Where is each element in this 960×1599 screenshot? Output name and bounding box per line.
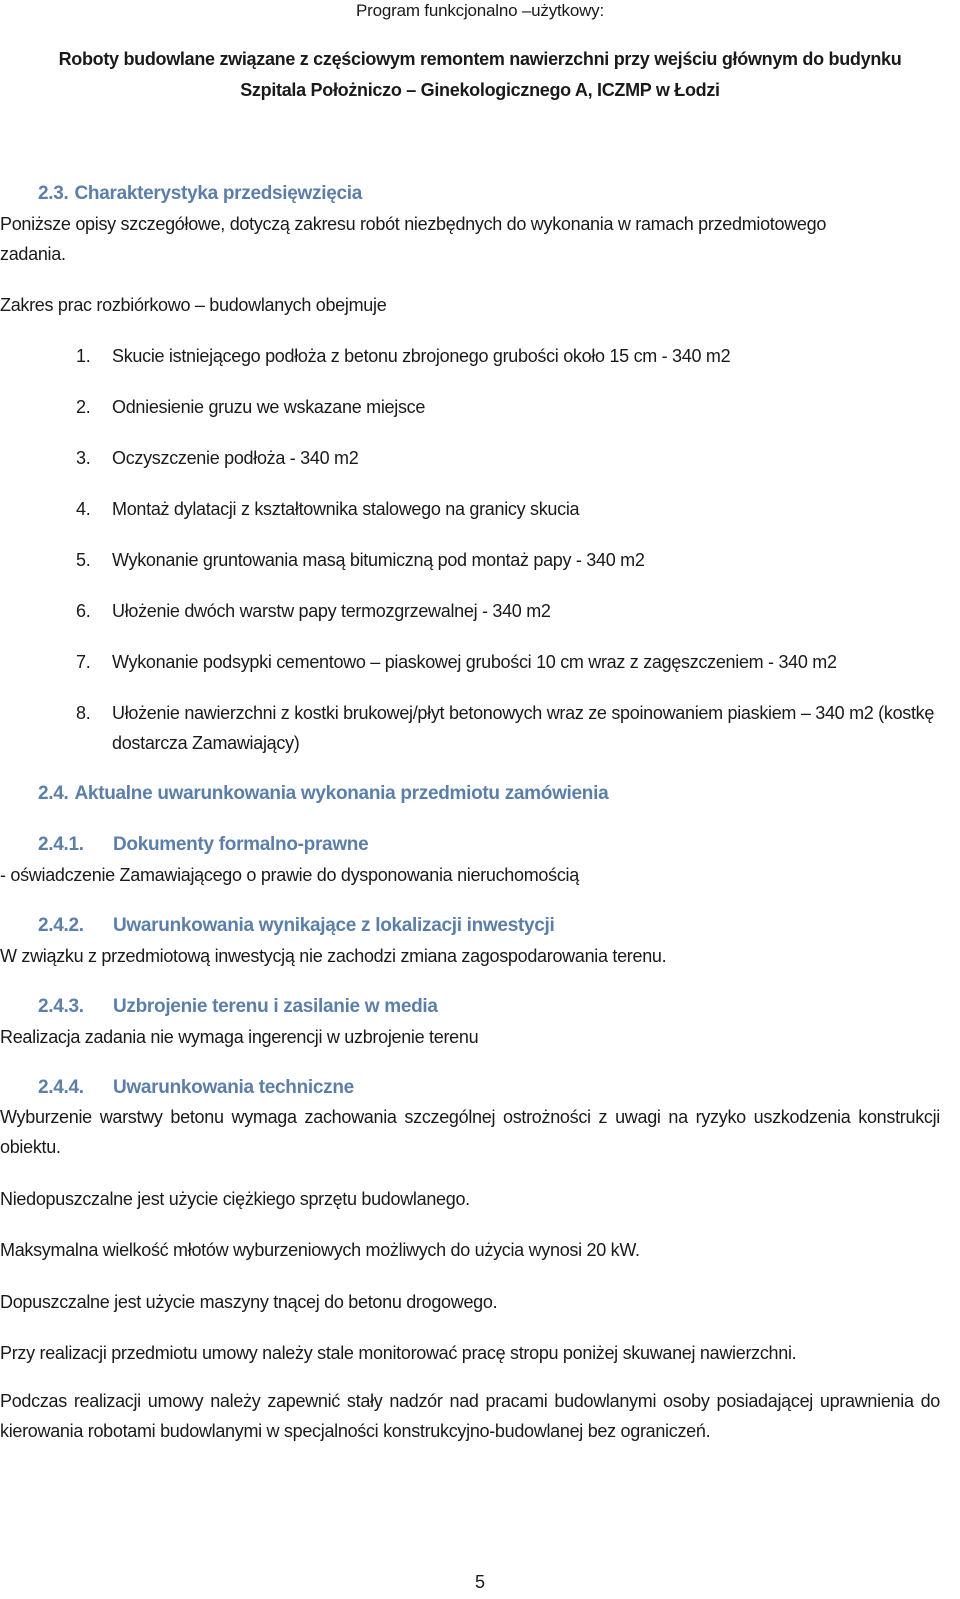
paragraph: Podczas realizacji umowy należy zapewnić stały nadzór nad pracami budowlanymi osoby posiadającej uprawnienia do kierowania robotami budowlanymi w specjalności konstrukcyjno-budowlanej bez ograniczeń.: [0, 1391, 940, 1441]
section-intro-line-2: zadania.: [0, 244, 66, 264]
subsection-2-4-2-heading: [38, 914, 555, 938]
subsection-number: 2.4.3.: [38, 996, 84, 1017]
list-item-text: Montaż dylatacji z kształtownika stalowego na granicy skucia: [112, 499, 580, 519]
section-number: 2.4.: [38, 783, 69, 804]
subsection-number: 2.4.1.: [38, 834, 84, 855]
list-item-number: 6.: [76, 601, 91, 621]
subsection-2-4-4-heading: [38, 1076, 354, 1100]
document-title-line-2: Szpitala Położniczo – Ginekologicznego A, ICZMP w Łodzi: [240, 80, 720, 100]
paragraph: Dopuszczalne jest użycie maszyny tnącej do betonu drogowego.: [0, 1292, 498, 1312]
list-item-number: 3.: [76, 448, 91, 468]
subsection-2-4-3-heading: [38, 995, 438, 1019]
list-item-number: 2.: [76, 397, 91, 417]
subsection-title: Dokumenty formalno-prawne: [113, 834, 369, 855]
subsection-number: 2.4.4.: [38, 1077, 84, 1098]
list-item: [76, 344, 730, 368]
section-2-4-heading: [38, 782, 608, 806]
subsection-title: Uwarunkowania techniczne: [113, 1077, 354, 1098]
section-title: Charakterystyka przedsięwzięcia: [74, 183, 362, 204]
list-item-number: 4.: [76, 499, 91, 519]
subsection-title: Uzbrojenie terenu i zasilanie w media: [113, 996, 438, 1017]
section-2-3-heading: [38, 182, 362, 206]
document-program-label: Program funkcjonalno –użytkowy:: [356, 1, 604, 20]
page-number: 5: [474, 1572, 485, 1592]
list-item: [76, 446, 358, 470]
list-item: [76, 395, 425, 419]
subsection-text: W związku z przedmiotową inwestycją nie zachodzi zmiana zagospodarowania terenu.: [0, 946, 667, 966]
subsection-title: Uwarunkowania wynikające z lokalizacji inwestycji: [113, 915, 555, 936]
list-item: [76, 599, 551, 623]
list-item-number: 7.: [76, 652, 91, 672]
list-item: [76, 698, 946, 758]
paragraph: Niedopuszczalne jest użycie ciężkiego sprzętu budowlanego.: [0, 1189, 470, 1209]
subsection-text: - oświadczenie Zamawiającego o prawie do dysponowania nieruchomością: [0, 865, 579, 885]
list-item-text: Oczyszczenie podłoża - 340 m2: [112, 448, 359, 468]
list-item-text: Skucie istniejącego podłoża z betonu zbrojonego grubości około 15 cm - 340 m2: [112, 346, 731, 366]
list-item-text: Odniesienie gruzu we wskazane miejsce: [112, 397, 426, 417]
paragraph: Maksymalna wielkość młotów wyburzeniowych możliwych do użycia wynosi 20 kW.: [0, 1240, 640, 1260]
list-item-number: 1.: [76, 346, 91, 366]
list-item-text: Ułożenie nawierzchni z kostki brukowej/płyt betonowych wraz ze spoinowaniem piaskiem – 340 m2 (kostkę dostarcza Zamawiający): [112, 703, 935, 753]
section-number: 2.3.: [38, 183, 69, 204]
section-intro-line-1: Poniższe opisy szczegółowe, dotyczą zakresu robót niezbędnych do wykonania w ramach przedmiotowego: [0, 214, 827, 234]
scope-intro: Zakres prac rozbiórkowo – budowlanych obejmuje: [0, 295, 387, 315]
subsection-2-4-1-heading: [38, 833, 368, 857]
list-item-number: 8.: [76, 703, 91, 723]
list-item-text: Wykonanie podsypki cementowo – piaskowej grubości 10 cm wraz z zagęszczeniem - 340 m2: [112, 652, 837, 672]
paragraph: Przy realizacji przedmiotu umowy należy stale monitorować pracę stropu poniżej skuwanej nawierzchni.: [0, 1343, 797, 1363]
list-item-number: 5.: [76, 550, 91, 570]
list-item: [76, 497, 579, 521]
subsection-text: Realizacja zadania nie wymaga ingerencji w uzbrojenie terenu: [0, 1027, 479, 1047]
list-item-text: Ułożenie dwóch warstw papy termozgrzewalnej - 340 m2: [112, 601, 551, 621]
subsection-text: Wyburzenie warstwy betonu wymaga zachowania szczególnej ostrożności z uwagi na ryzyko uszkodzenia konstrukcji obiektu.: [0, 1107, 940, 1157]
document-title-line-1: Roboty budowlane związane z częściowym remontem nawierzchni przy wejściu głównym do budynku: [58, 49, 902, 69]
list-item-text: Wykonanie gruntowania masą bitumiczną pod montaż papy - 340 m2: [112, 550, 645, 570]
list-item: [76, 548, 645, 572]
subsection-number: 2.4.2.: [38, 915, 84, 936]
section-title: Aktualne uwarunkowania wykonania przedmiotu zamówienia: [74, 783, 609, 804]
list-item: [76, 650, 837, 674]
